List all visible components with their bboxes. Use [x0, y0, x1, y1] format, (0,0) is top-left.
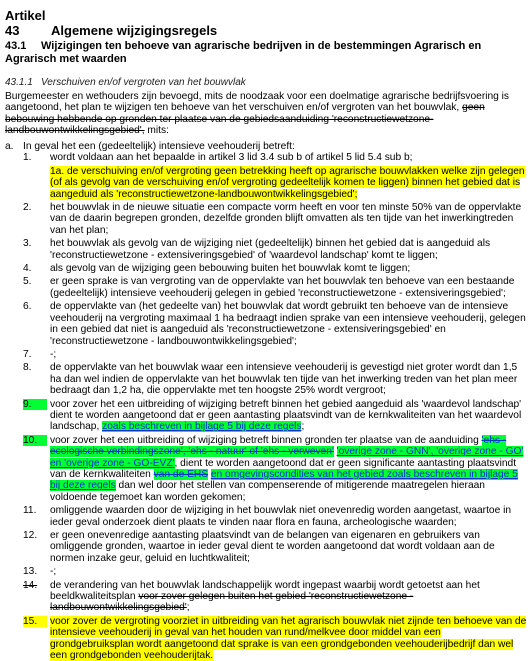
- section-title: Wijzigingen ten behoeve van agrarische bedrijven in de bestemmingen Agrarisch en Agrarisch met waarden: [5, 40, 482, 65]
- item-text: -;: [50, 348, 57, 360]
- item-label: 13.: [23, 566, 38, 578]
- list-item-11: [23, 505, 527, 528]
- item-tail: dan wel door het stellen van compenserende of mitigerende maatregelen hieraan voldoende tegemoet kan worden gekomen;: [50, 480, 485, 503]
- item-label: 3.: [23, 238, 32, 250]
- item-label: 2.: [23, 202, 32, 214]
- item-inserted-text: 'overige zone - GNN', 'overige zone - GO' en 'overige zone - GO-EVZ': [50, 446, 524, 469]
- sub-item-list: [5, 152, 527, 661]
- item-inserted-text: zoals beschreven in bijlage 5 bij deze regels: [102, 421, 302, 433]
- list-item-1a: [23, 166, 527, 200]
- item-label: 14.: [23, 579, 38, 591]
- list-item-10: [23, 435, 527, 503]
- item-struck-text: voor zover gelegen buiten het gebied 'reconstructiewetzone - landbouwontwikkelingsgebied': [50, 591, 414, 614]
- list-item-a: [5, 141, 527, 152]
- item-text-highlighted: voor zover de vergroting voorziet in uitbreiding van het agrarisch bouwvlak niet zijnde ten behoeve van de intensieve veehouderij in geval van het houden van rund/melkvee door middel van een grondgebruiksplan wordt aangetoond dat sprake is van een grondgebonden veehouderijbedrijf dan wel een grondgebonden veehouderijtak.: [50, 615, 527, 661]
- list-item-14: [23, 580, 527, 614]
- item-label: 1.: [23, 152, 32, 164]
- article-heading: [5, 8, 217, 38]
- intro-text: Burgemeester en wethouders zijn bevoegd, mits de noodzaak voor een doelmatige agrarische bedrijfsvoering is aangetoond, het plan te wijzigen ten behoeve van het verschuiven en/of vergroten van het bouwvlak,: [5, 91, 510, 114]
- section-number: 43.1: [5, 40, 27, 52]
- article-title: Algemene wijzigingsregels: [51, 23, 218, 38]
- condition-list: [5, 141, 527, 661]
- item-text: voor zover het een uitbreiding of wijziging betreft binnen het gebied aangeduid als 'waardevol landschap' dient te worden aangetoond dat er geen aantasting plaatsvindt van de kernkwaliteiten van het waardevol landschap,: [50, 398, 522, 433]
- list-label-a: a.: [5, 141, 14, 152]
- item-text: voor zover het een uitbreiding of wijziging betreft binnen gronden ter plaatse van de aanduiding: [50, 434, 479, 446]
- item-label: 6.: [23, 301, 32, 313]
- list-text-a: In geval het een (gedeeltelijk) intensieve veehouderij betreft:: [23, 141, 295, 152]
- list-item-4: [23, 263, 527, 274]
- item-text: er geen sprake is van vergroting van de oppervlakte van het bouwvlak ten behoeve van een bestaande (gedeeltelijk) intensieve veehouderij gelegen in gebied 'reconstructiewetzone - extensiveringsgebied';: [50, 276, 515, 299]
- item-text: het bouwvlak als gevolg van de wijziging niet (gedeeltelijk) binnen het gebied dat is aangeduid als 'reconstructiewetzone - extensiveringsgebied' of 'waardevol landschap' komt te liggen;: [50, 238, 491, 261]
- list-item-1: [23, 152, 527, 163]
- item-label-highlighted: 15.: [23, 616, 47, 627]
- intro-struck-text: geen bebouwing hebbende op gronden ter plaatse van de gebiedsaanduiding 'reconstructiewetzone-landbouwontwikkelingsgebied',: [5, 102, 485, 137]
- item-text: , dient te worden aangetoond dat er geen significante aantasting plaatsvindt van de kernkwaliteiten: [50, 457, 517, 480]
- item-text: omliggende waarden door de wijziging in het bouwvlak niet onevenredig worden aangetast, waartoe in ieder geval onderzoek dient plaats te vinden naar flora en fauna, archeologische waarden;: [50, 505, 511, 528]
- item-text: -;: [50, 566, 57, 578]
- item-text: wordt voldaan aan het bepaalde in artikel 3 lid 3.4 sub b of artikel 5 lid 5.4 sub b;: [50, 152, 413, 164]
- intro-paragraph: [5, 91, 525, 137]
- item-deleted-text: 'ehs - ecologische verbindingszone', 'ehs - natuur' of 'ehs - verweven': [50, 434, 507, 458]
- list-item-13: [23, 566, 527, 577]
- item-text-highlighted: 1a. de verschuiving en/of vergroting geen betrekking heeft op agrarische bouwvlakken welke zijn gelegen (of als gevolg van de verschuiving en/of vergroting gedeeltelijk komen te liggen) binnen het gebied dat is aangeduid als 'reconstructiewetzone-landbouwontwikkelingsgebied';: [50, 165, 525, 200]
- item-deleted-text: van de EHS: [153, 468, 209, 480]
- subsection-number: 43.1.1: [5, 77, 33, 88]
- list-item-2: [23, 202, 527, 236]
- list-item-12: [23, 530, 527, 564]
- list-item-6: [23, 301, 527, 347]
- item-label-highlighted: 10.: [23, 435, 47, 446]
- item-text: de verandering van het bouwvlak landschappelijk wordt ingepast waarbij wordt getoetst aan het beeldkwaliteitsplan: [50, 579, 480, 603]
- item-tail: ;: [301, 421, 305, 433]
- list-item-9: [23, 399, 527, 433]
- item-text: de oppervlakte van het bouwvlak waar een intensieve veehouderij is gevestigd niet groter wordt dan 1,5 ha dan wel indien de oppervlakte van het bouwvlak ten tijde van het inwerking treden van het plan meer bedraagt dan 1,2 ha, die oppervlakte met ten hoogste 25% wordt vergroot;: [50, 362, 518, 397]
- item-label: 11.: [23, 505, 37, 517]
- item-tail: ;: [186, 602, 190, 614]
- item-text: het bouwvlak in de nieuwe situatie een compacte vorm heeft en voor ten minste 50% van de oppervlakte van de daarin begrepen gronden, dezelfde gronden blijft omvatten als ten tijde van het inwerkingtreden van het plan;: [50, 202, 522, 236]
- list-item-15: [23, 616, 527, 661]
- list-item-5: [23, 276, 527, 299]
- item-label: 7.: [23, 348, 32, 360]
- item-label: 5.: [23, 276, 32, 288]
- item-inserted-text: en omgevingscondities van het gebied zoals beschreven in bijlage 5 bij deze regels: [50, 468, 518, 492]
- list-item-3: [23, 238, 527, 261]
- item-label: 8.: [23, 362, 32, 374]
- item-label: 12.: [23, 530, 38, 541]
- article-number: Artikel 43: [5, 8, 46, 38]
- subsection-title: Verschuiven en/of vergroten van het bouwvlak: [41, 77, 246, 88]
- item-text: er geen onevenredige aantasting plaatsvindt van de belangen van eigenaren en gebruikers van omliggende gronden, waartoe in ieder geval dient te worden aangetoond dat wordt voldaan aan de normen inzake geur, geluid en luchtkwaliteit;: [50, 530, 495, 564]
- item-text: de oppervlakte van (het gedeelte van) het bouwvlak dat wordt gebruikt ten behoeve van de intensieve veehouderij na vergroting maximaal 1 ha bedraagt indien sprake van een intensieve veehouderij, gelegen in een gebied dat niet is aangeduid als 'reconstructiewetzone - extensiveringsgebied' en 'reconstructiewetzone - landbouwontwikkelingsgebied';: [50, 301, 526, 347]
- list-item-7: [23, 349, 527, 360]
- item-label: 4.: [23, 263, 32, 275]
- list-item-8: [23, 362, 527, 396]
- item-text: als gevolg van de wijziging geen bebouwing buiten het bouwvlak komt te liggen;: [50, 263, 411, 275]
- intro-tail: mits:: [144, 125, 169, 137]
- section-heading: [5, 40, 525, 66]
- subsection-heading: [5, 77, 246, 88]
- item-label-highlighted: 9.: [23, 399, 47, 410]
